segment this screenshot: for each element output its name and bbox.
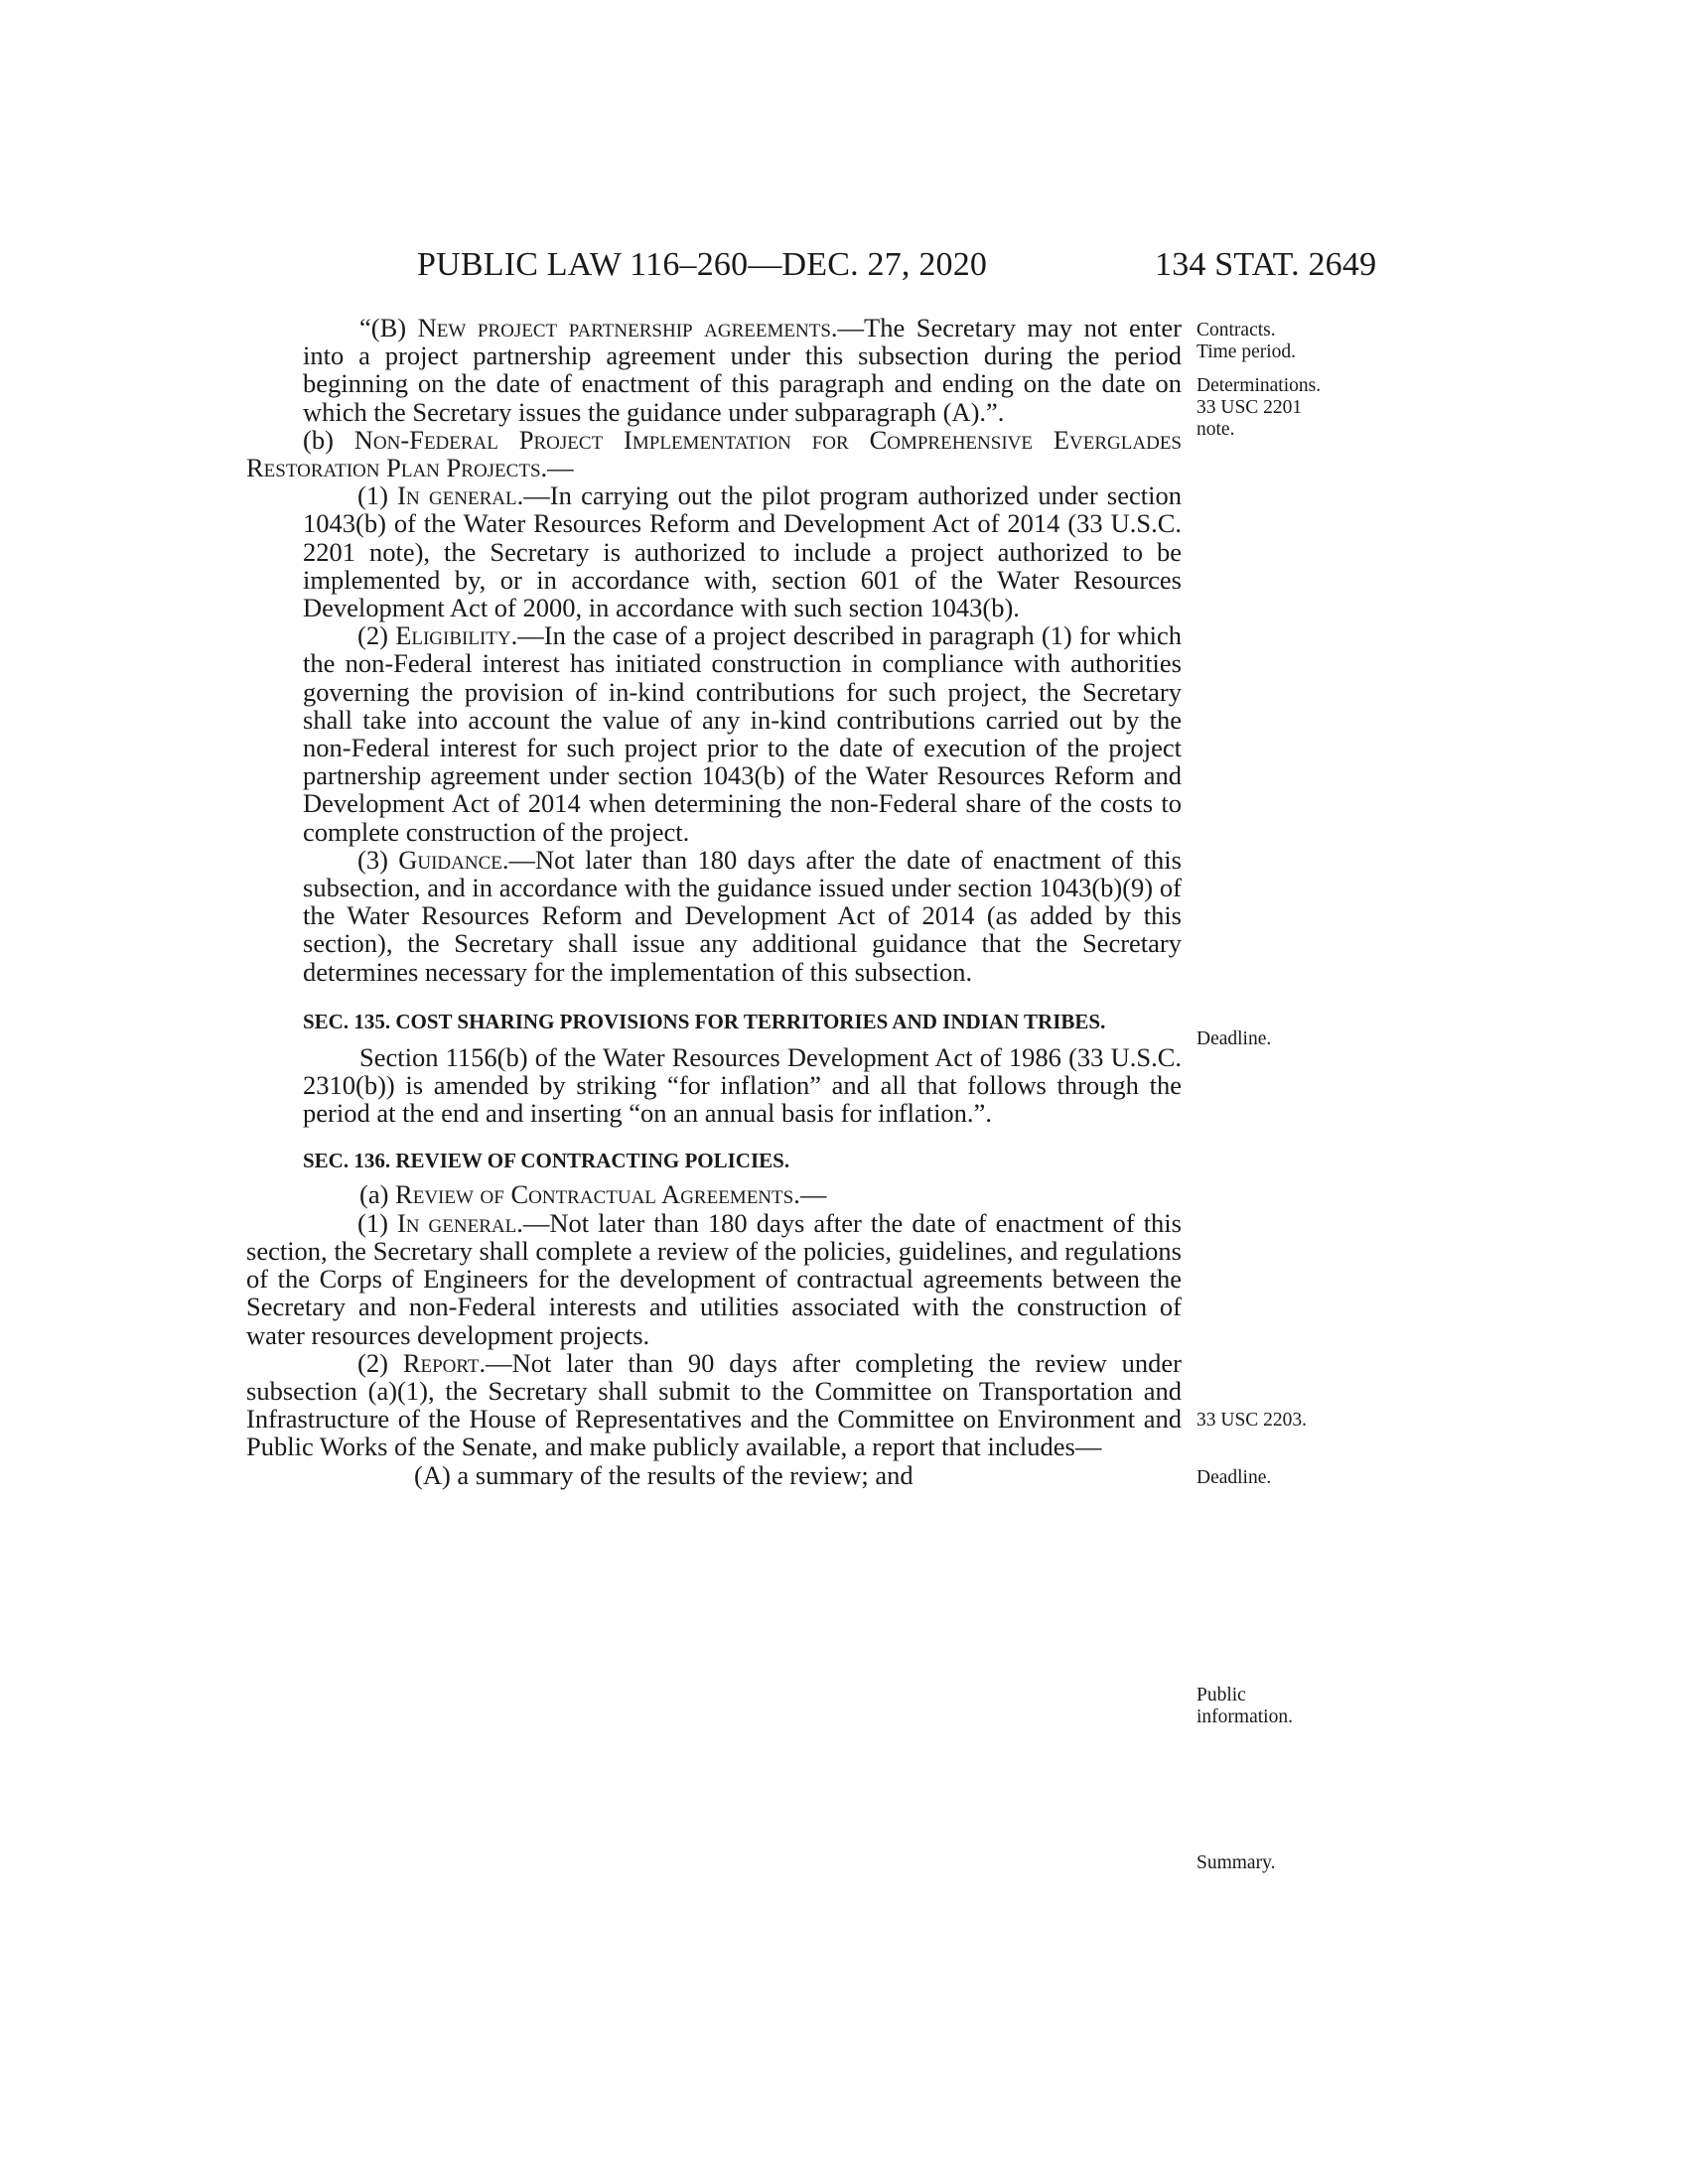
subsection-b-heading: (b) Non-Federal Project Implementation for Comprehensive Everglades Restoration Plan Projects.— <box>246 424 1183 483</box>
paragraph-heading: Eligibility. <box>395 620 518 651</box>
paragraph-heading: New project partnership agreements. <box>417 313 838 342</box>
margin-note-public: Public <box>1196 1685 1246 1706</box>
paragraph-heading: In general. <box>396 1207 523 1238</box>
subsection-heading: Non-Federal Project Implementation for Comprehensive Everglades Restoration Plan Projects. <box>246 424 1183 483</box>
subsection-heading: Review of Contractual Agreements. <box>395 1179 800 1210</box>
margin-note-summary: Summary. <box>1196 1852 1276 1873</box>
margin-note-usc-2203: 33 USC 2203. <box>1196 1410 1308 1431</box>
subparagraph-A-summary: (A) a summary of the results of the review; and <box>414 1459 914 1490</box>
paragraph-heading: In general. <box>397 480 524 511</box>
margin-note-deadline-2: Deadline. <box>1196 1467 1272 1488</box>
margin-note-deadline-1: Deadline. <box>1196 1028 1272 1049</box>
margin-note-information: information. <box>1196 1706 1293 1727</box>
section-135-text: Section 1156(b) of the Water Resources Development Act of 1986 (33 U.S.C. 2310(b)) is amended by striking “for inflation” and all that follows through the period at the end and inserting “on an annual basis for inflation.”. <box>303 1041 1182 1129</box>
paragraph-1-in-general: (1) In general.—In carrying out the pilot program authorized under section 1043(b) of the Water Resources Reform and Development Act of 2014 (33 U.S.C. 2201 note), the Secretary is authorized to include a project authorized to be implemented by, or in accordance with, section 601 of the Water Resources Development Act of 2000, in accordance with such section 1043(b). <box>303 480 1182 623</box>
margin-note-time-period: Time period. <box>1196 341 1297 362</box>
paragraph-b-new-agreements: “(B) New project partnership agreements.—The Secretary may not enter into a project partnership agreement under this subsection during the period beginning on the date of enactment of this paragraph and ending on the date on which the Secretary issues the guidance under subparagraph (A).”. <box>303 313 1182 427</box>
section-136-title: SEC. 136. REVIEW OF CONTRACTING POLICIES. <box>303 1149 790 1173</box>
paragraph-2-eligibility: (2) Eligibility.—In the case of a project described in paragraph (1) for which the non-Federal interest has initiated construction in compliance with authorities governing the provision of in-kind contributions for such project, the Secretary shall take into account the value of any in-kind contributions carried out by the non-Federal interest for such project prior to the date of execution of the project partnership agreement under section 1043(b) of the Water Resources Reform and Development Act of 2014 when determining the non-Federal share of the costs to complete construction of the project. <box>303 620 1182 847</box>
running-header-title: PUBLIC LAW 116–260—DEC. 27, 2020 <box>417 246 988 283</box>
paragraph-heading: Guidance. <box>398 844 509 875</box>
main-text-column <box>246 313 1183 1490</box>
margin-note-contracts: Contracts. <box>1196 320 1276 341</box>
paragraph-heading: Report. <box>402 1347 487 1378</box>
paragraph-3-guidance: (3) Guidance.—Not later than 180 days after the date of enactment of this subsection, and in accordance with the guidance issued under section 1043(b)(9) of the Water Resources Reform and Development Act of 2014 (as added by this section), the Secretary shall issue any additional guidance that the Secretary determines necessary for the implementation of this subsection. <box>303 844 1182 987</box>
section-135-title: SEC. 135. COST SHARING PROVISIONS FOR TERRITORIES AND INDIAN TRIBES. <box>303 1009 1106 1033</box>
margin-note-usc-2201: 33 USC 2201 <box>1196 397 1303 418</box>
subsection-a-heading: (a) Review of Contractual Agreements.— <box>359 1179 827 1210</box>
margin-note-note: note. <box>1196 419 1235 440</box>
paragraph-2-report: (2) Report.—Not later than 90 days after completing the review under subsection (a)(1), the Secretary shall submit to the Committee on Transportation and Infrastructure of the House of Representatives and the Committee on Environment and Public Works of the Senate, and make publicly available, a report that includes— <box>246 1347 1183 1462</box>
margin-note-determinations: Determinations. <box>1196 375 1322 396</box>
paragraph-1-in-general-2: (1) In general.—Not later than 180 days after the date of enactment of this section, the Secretary shall complete a review of the policies, guidelines, and regulations of the Corps of Engineers for the development of contractual agreements between the Secretary and non-Federal interests and utilities associated with the construction of water resources development projects. <box>246 1207 1182 1350</box>
running-header-page: 134 STAT. 2649 <box>1155 246 1377 283</box>
